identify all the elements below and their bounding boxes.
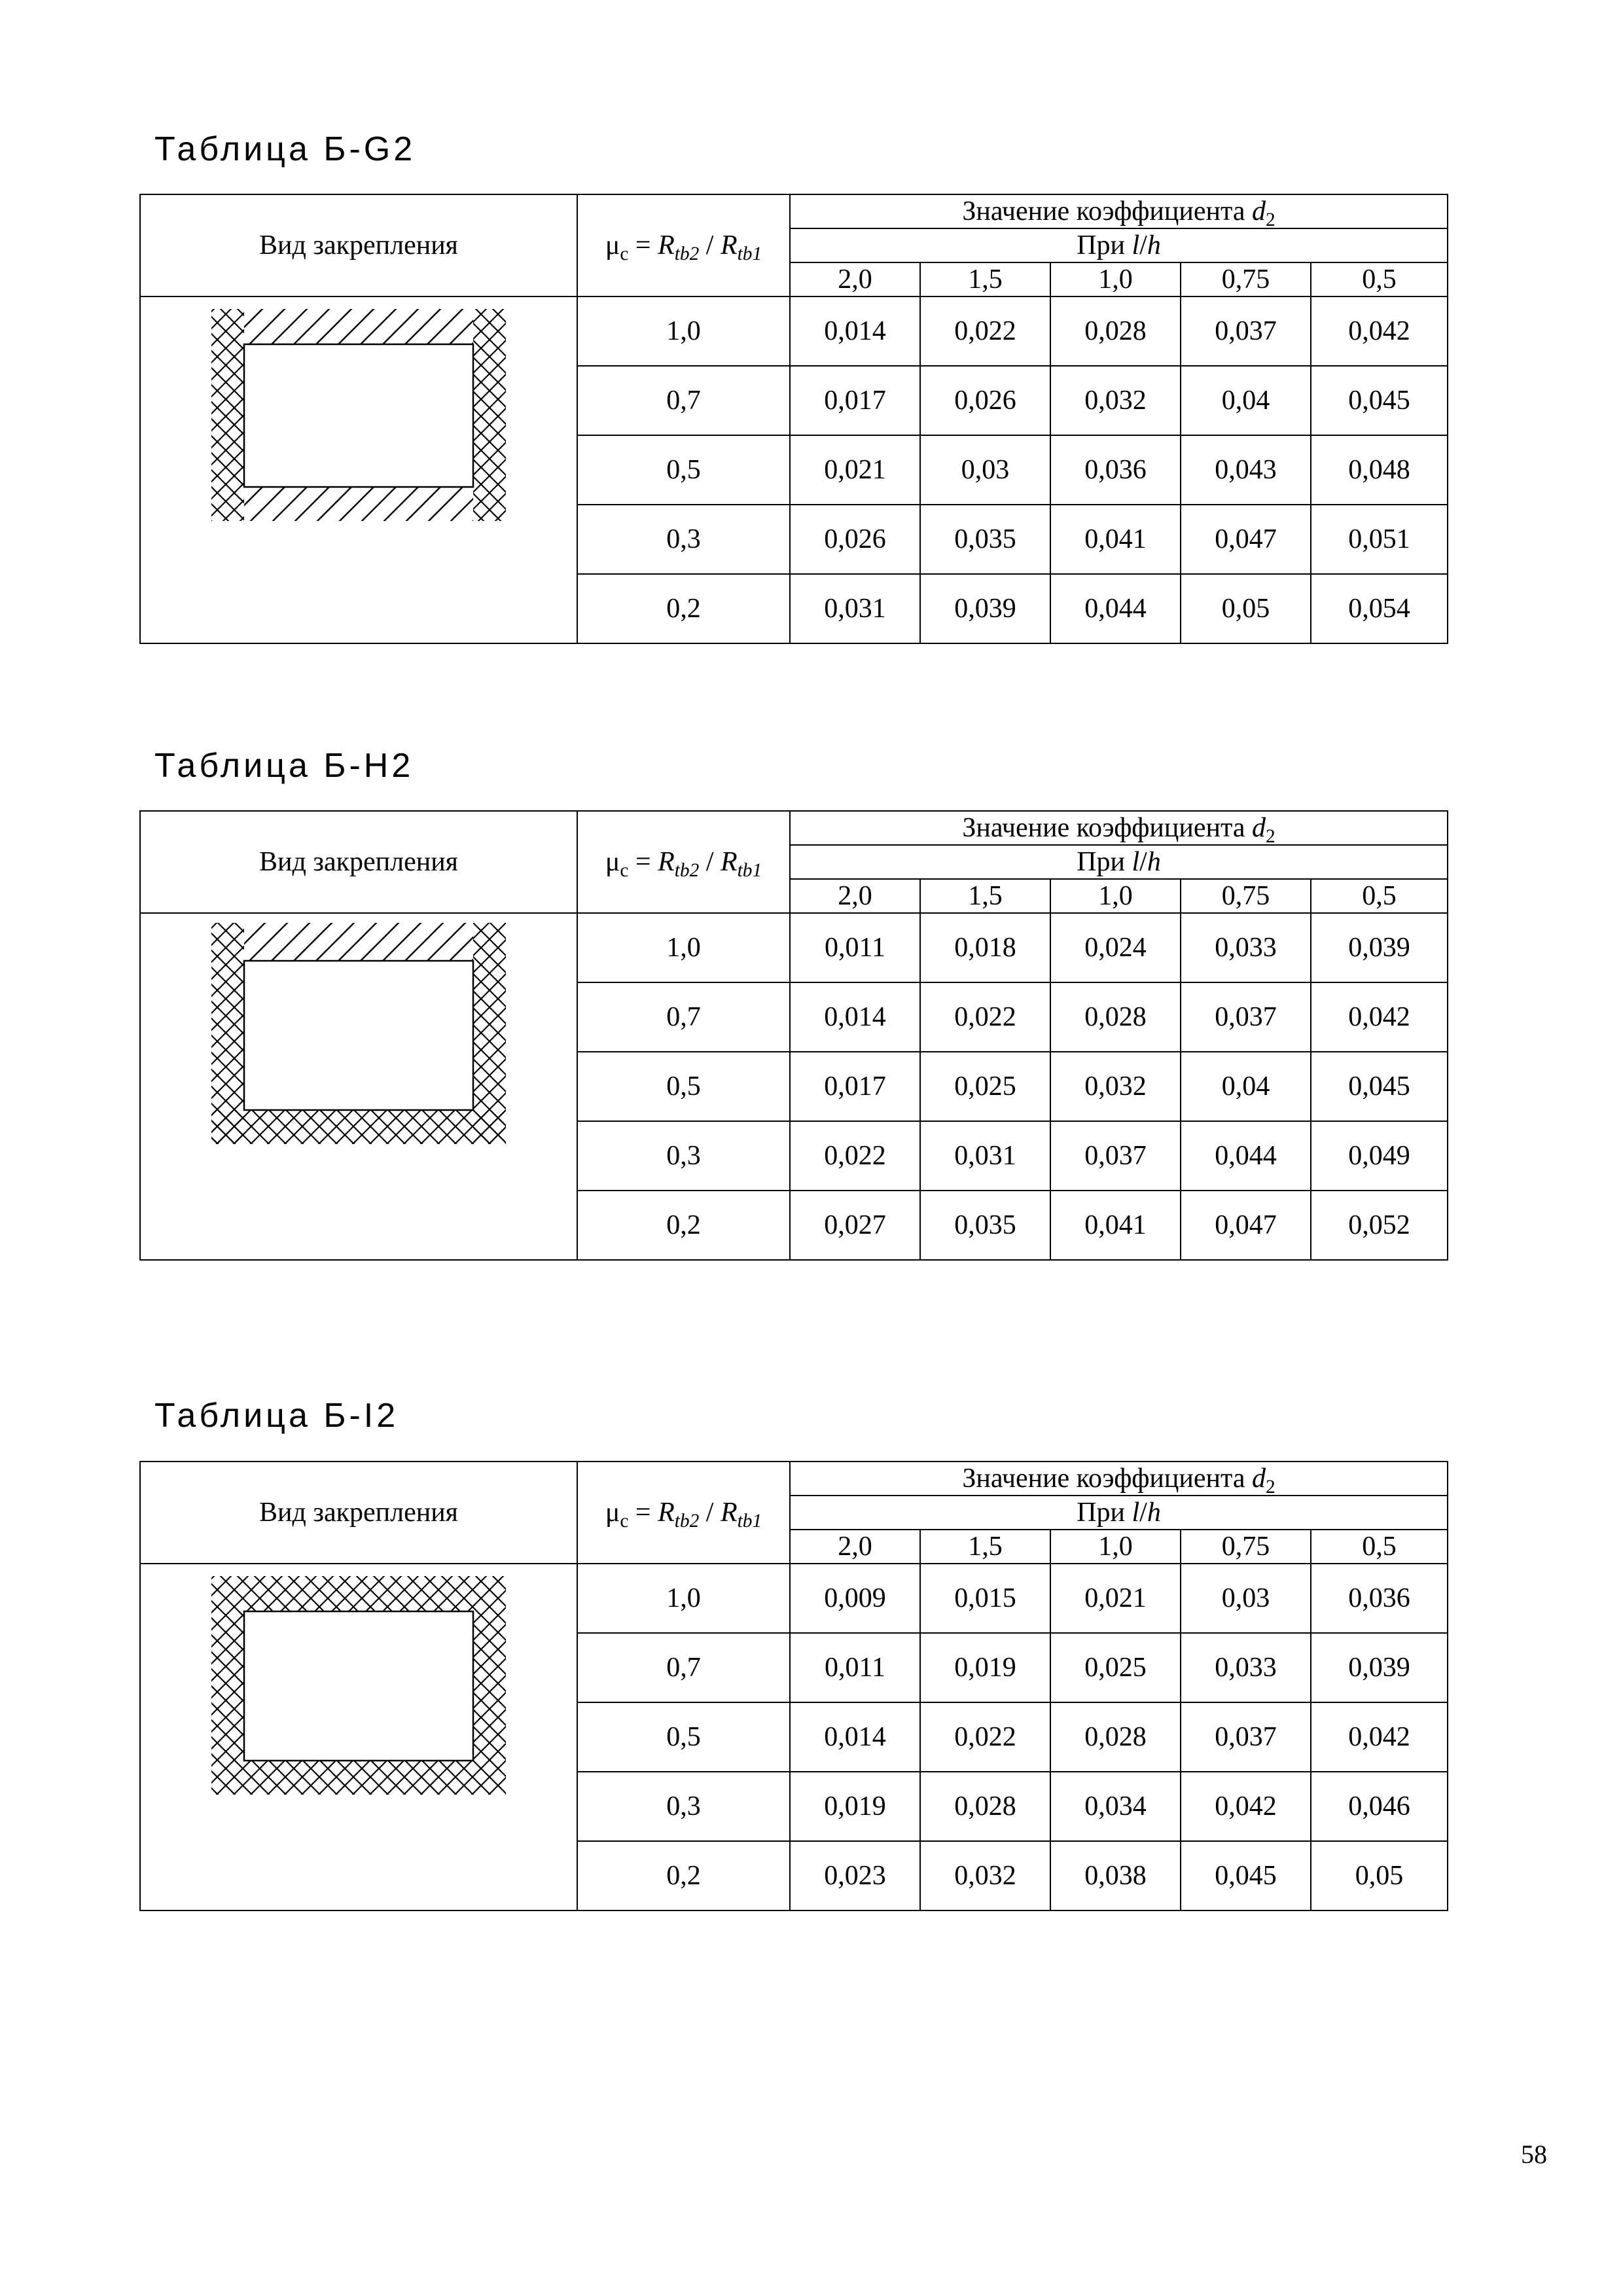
- cell: 0,037: [1050, 1121, 1181, 1191]
- lh-value: 2,0: [790, 262, 920, 296]
- coef-header: Значение коэффициента $d_2$: [790, 194, 1448, 228]
- mu-value: 0,7: [577, 982, 790, 1052]
- mount-diagram-cell: [140, 296, 577, 643]
- cell: 0,025: [1050, 1633, 1181, 1702]
- lh-value: 0,5: [1311, 1530, 1448, 1564]
- mu-value: 0,5: [577, 1052, 790, 1121]
- mu-value: 1,0: [577, 913, 790, 982]
- plate-rectangle: [244, 961, 473, 1110]
- cell: 0,023: [790, 1841, 920, 1910]
- bottom-crosshatch: [211, 1110, 506, 1144]
- mount-type-header: Вид закрепления: [140, 811, 577, 913]
- coefficient-table-i2: [139, 1461, 1448, 1911]
- cell: 0,014: [790, 1702, 920, 1772]
- cell: 0,041: [1050, 505, 1181, 574]
- mu-value: 0,3: [577, 1121, 790, 1191]
- lh-value: 1,5: [920, 1530, 1050, 1564]
- lh-value: 0,75: [1181, 1530, 1311, 1564]
- cell: 0,052: [1311, 1191, 1448, 1260]
- cell: 0,017: [790, 366, 920, 435]
- lh-value: 1,5: [920, 262, 1050, 296]
- left-crosshatch: [211, 309, 244, 521]
- cell: 0,028: [920, 1772, 1050, 1841]
- cell: 0,022: [920, 296, 1050, 366]
- right-crosshatch: [473, 309, 506, 521]
- cell: 0,049: [1311, 1121, 1448, 1191]
- cell: 0,038: [1050, 1841, 1181, 1910]
- mu-value: 0,3: [577, 505, 790, 574]
- cell: 0,031: [920, 1121, 1050, 1191]
- cell: 0,044: [1181, 1121, 1311, 1191]
- cell: 0,033: [1181, 913, 1311, 982]
- mount-diagram: [141, 1564, 577, 1906]
- table-title: Таблица Б-H2: [154, 747, 414, 785]
- lh-header: При l/h: [790, 1496, 1448, 1530]
- top-hatch: [211, 309, 506, 344]
- cell: 0,048: [1311, 435, 1448, 505]
- cell: 0,028: [1050, 296, 1181, 366]
- cell: 0,041: [1050, 1191, 1181, 1260]
- cell: 0,031: [790, 574, 920, 643]
- cell: 0,039: [920, 574, 1050, 643]
- mu-value: 1,0: [577, 1564, 790, 1633]
- cell: 0,032: [1050, 1052, 1181, 1121]
- cell: 0,044: [1050, 574, 1181, 643]
- cell: 0,011: [790, 913, 920, 982]
- cell: 0,051: [1311, 505, 1448, 574]
- cell: 0,03: [920, 435, 1050, 505]
- mu-value: 0,2: [577, 574, 790, 643]
- mu-value: 0,2: [577, 1191, 790, 1260]
- table-title: Таблица Б-G2: [154, 130, 416, 168]
- mu-value: 0,7: [577, 366, 790, 435]
- plate-rectangle: [244, 1611, 473, 1761]
- cell: 0,014: [790, 982, 920, 1052]
- cell: 0,047: [1181, 1191, 1311, 1260]
- lh-value: 0,75: [1181, 262, 1311, 296]
- cell: 0,014: [790, 296, 920, 366]
- cell: 0,045: [1311, 366, 1448, 435]
- cell: 0,027: [790, 1191, 920, 1260]
- cell: 0,047: [1181, 505, 1311, 574]
- mount-type-header: Вид закрепления: [140, 194, 577, 296]
- cell: 0,045: [1311, 1052, 1448, 1121]
- cell: 0,032: [920, 1841, 1050, 1910]
- plate-rectangle: [244, 344, 473, 487]
- mount-diagram-cell: [140, 913, 577, 1260]
- cell: 0,036: [1050, 435, 1181, 505]
- mu-value: 0,5: [577, 435, 790, 505]
- bottom-hatch: [211, 487, 506, 521]
- cell: 0,043: [1181, 435, 1311, 505]
- cell: 0,037: [1181, 1702, 1311, 1772]
- lh-value: 0,5: [1311, 879, 1448, 913]
- cell: 0,034: [1050, 1772, 1181, 1841]
- lh-value: 1,0: [1050, 1530, 1181, 1564]
- cell: 0,045: [1181, 1841, 1311, 1910]
- table-title: Таблица Б-I2: [154, 1397, 399, 1435]
- cell: 0,025: [920, 1052, 1050, 1121]
- mu-header: $\mu_c = R_{tb2} / R_{tb1}$: [577, 194, 790, 296]
- cell: 0,033: [1181, 1633, 1311, 1702]
- cell: 0,026: [920, 366, 1050, 435]
- mu-value: 0,2: [577, 1841, 790, 1910]
- lh-value: 0,5: [1311, 262, 1448, 296]
- cell: 0,037: [1181, 982, 1311, 1052]
- mu-value: 0,7: [577, 1633, 790, 1702]
- cell: 0,024: [1050, 913, 1181, 982]
- lh-header: При l/h: [790, 845, 1448, 879]
- cell: 0,019: [920, 1633, 1050, 1702]
- cell: 0,026: [790, 505, 920, 574]
- top-hatch: [211, 923, 506, 961]
- mount-diagram-cell: [140, 1564, 577, 1910]
- mu-header: $\mu_c = R_{tb2} / R_{tb1}$: [577, 811, 790, 913]
- cell: 0,035: [920, 505, 1050, 574]
- cell: 0,035: [920, 1191, 1050, 1260]
- cell: 0,032: [1050, 366, 1181, 435]
- cell: 0,03: [1181, 1564, 1311, 1633]
- cell: 0,042: [1311, 1702, 1448, 1772]
- cell: 0,042: [1181, 1772, 1311, 1841]
- cell: 0,015: [920, 1564, 1050, 1633]
- cell: 0,05: [1181, 574, 1311, 643]
- page-number: 58: [1521, 2140, 1547, 2169]
- cell: 0,011: [790, 1633, 920, 1702]
- cell: 0,042: [1311, 982, 1448, 1052]
- mount-type-header: Вид закрепления: [140, 1462, 577, 1564]
- lh-value: 1,0: [1050, 262, 1181, 296]
- cell: 0,009: [790, 1564, 920, 1633]
- coef-header: Значение коэффициента $d_2$: [790, 811, 1448, 845]
- cell: 0,04: [1181, 1052, 1311, 1121]
- cell: 0,018: [920, 913, 1050, 982]
- cell: 0,042: [1311, 296, 1448, 366]
- cell: 0,021: [1050, 1564, 1181, 1633]
- mu-header: $\mu_c = R_{tb2} / R_{tb1}$: [577, 1462, 790, 1564]
- mu-value: 0,3: [577, 1772, 790, 1841]
- mount-diagram: [141, 297, 577, 639]
- lh-value: 0,75: [1181, 879, 1311, 913]
- cell: 0,05: [1311, 1841, 1448, 1910]
- lh-value: 2,0: [790, 879, 920, 913]
- cell: 0,022: [790, 1121, 920, 1191]
- cell: 0,046: [1311, 1772, 1448, 1841]
- cell: 0,036: [1311, 1564, 1448, 1633]
- cell: 0,028: [1050, 982, 1181, 1052]
- mu-value: 0,5: [577, 1702, 790, 1772]
- cell: 0,019: [790, 1772, 920, 1841]
- lh-value: 2,0: [790, 1530, 920, 1564]
- cell: 0,021: [790, 435, 920, 505]
- cell: 0,022: [920, 982, 1050, 1052]
- lh-value: 1,5: [920, 879, 1050, 913]
- cell: 0,039: [1311, 1633, 1448, 1702]
- cell: 0,054: [1311, 574, 1448, 643]
- cell: 0,022: [920, 1702, 1050, 1772]
- cell: 0,037: [1181, 296, 1311, 366]
- cell: 0,04: [1181, 366, 1311, 435]
- cell: 0,039: [1311, 913, 1448, 982]
- coef-header: Значение коэффициента $d_2$: [790, 1462, 1448, 1496]
- cell: 0,028: [1050, 1702, 1181, 1772]
- coefficient-table-h2: [139, 810, 1448, 1261]
- lh-value: 1,0: [1050, 879, 1181, 913]
- mount-diagram: [141, 914, 577, 1255]
- coefficient-table-g2: [139, 194, 1448, 644]
- cell: 0,017: [790, 1052, 920, 1121]
- lh-header: При l/h: [790, 228, 1448, 262]
- mu-value: 1,0: [577, 296, 790, 366]
